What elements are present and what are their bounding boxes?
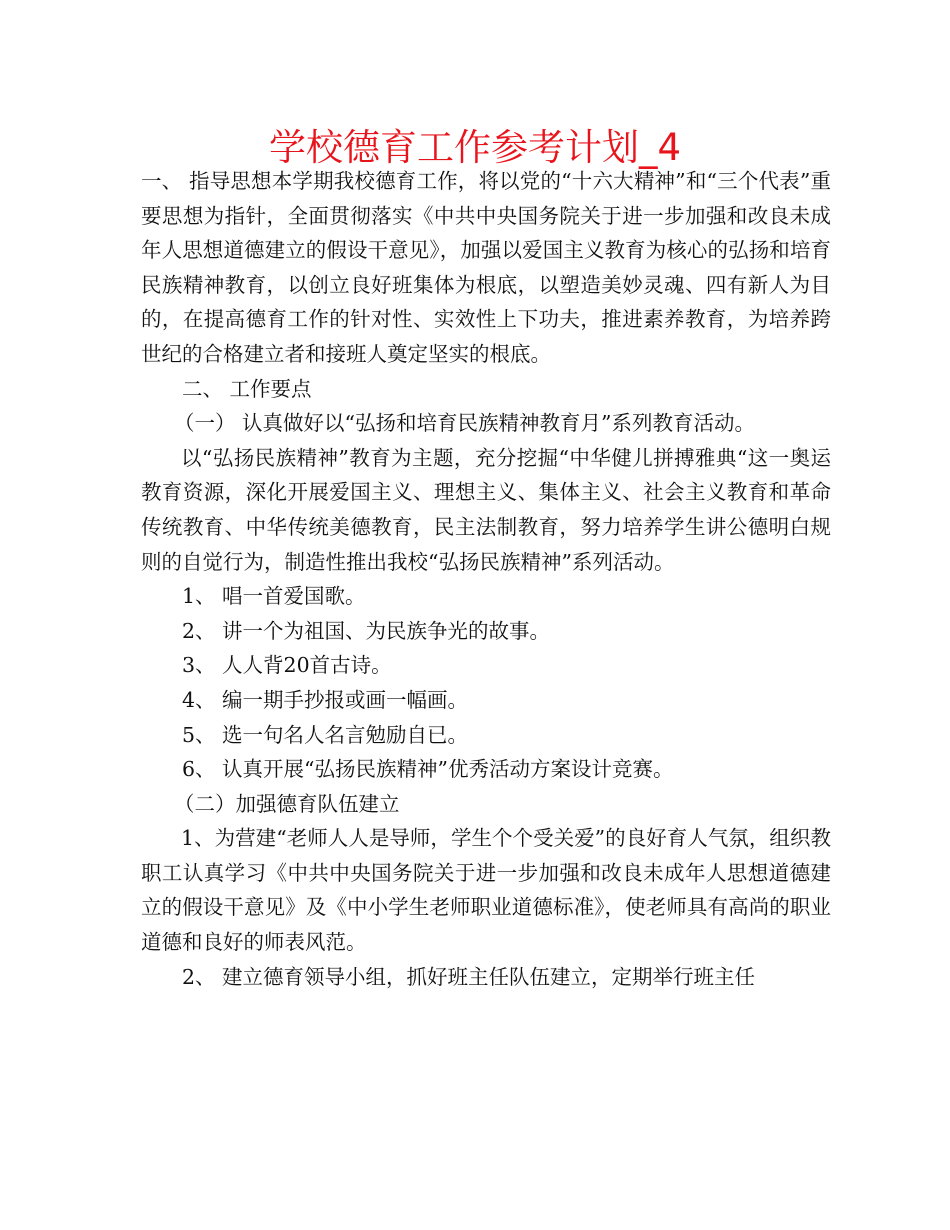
list-item: 1、 唱一首爱国歌。 (182, 584, 366, 609)
paragraph-guiding-ideology: 一、 指导思想本学期我校德育工作，将以党的“十六大精神”和“三个代表”重要思想为指针，全面贯彻落实《中共中央国务院关于进一步加强和改良未成年人思想道德建立的假设干意见》，加强以爱国主义教育为核心的弘扬和培育民族精神教育，以创立良好班集体为根底，以塑造美妙灵魂、四有新人为目的，在提高德育工作的针对性、实效性上下功夫，推进素养教育，为培养跨世纪的合格建立者和接班人奠定坚实的根底。 (141, 169, 831, 366)
paragraph-work-points-heading: 二、 工作要点 (182, 376, 312, 401)
paragraph-section-two-heading: （二）加强德育队伍建立 (174, 791, 400, 816)
list-item: 4、 编一期手抄报或画一幅画。 (182, 687, 469, 712)
paragraph-leadership-group: 2、 建立德育领导小组，抓好班主任队伍建立，定期举行班主任 (182, 964, 756, 989)
document-body (141, 164, 831, 994)
list-item: 3、 人人背20首古诗。 (182, 653, 392, 678)
paragraph-teacher-ethics: 1、为营建“老师人人是导师，学生个个受关爱”的良好育人气氛，组织教职工认真学习《中共中央国务院关于进一步加强和改良未成年人思想道德建立的假设干意见》及《中小学生老师职业道德标准》，使老师具有高尚的职业道德和良好的师表风范。 (141, 826, 831, 955)
list-item: 5、 选一句名人名言勉励自已。 (182, 722, 469, 747)
list-item: 6、 认真开展“弘扬民族精神”优秀活动方案设计竞赛。 (182, 757, 674, 782)
list-item: 2、 讲一个为祖国、为民族争光的故事。 (182, 618, 551, 643)
paragraph-section-one-heading: （一） 认真做好以“弘扬和培育民族精神教育月”系列教育活动。 (174, 411, 755, 436)
document-title: 学校德育工作参考计划_4 (268, 126, 682, 169)
paragraph-national-spirit: 以“弘扬民族精神”教育为主题，充分挖掘“中华健儿拼搏雅典“这一奥运教育资源，深化开展爱国主义、理想主义、集体主义、社会主义教育和革命传统教育、中华传统美德教育，民主法制教育，努力培养学生讲公德明白规则的自觉行为，制造性推出我校“弘扬民族精神”系列活动。 (141, 445, 831, 574)
